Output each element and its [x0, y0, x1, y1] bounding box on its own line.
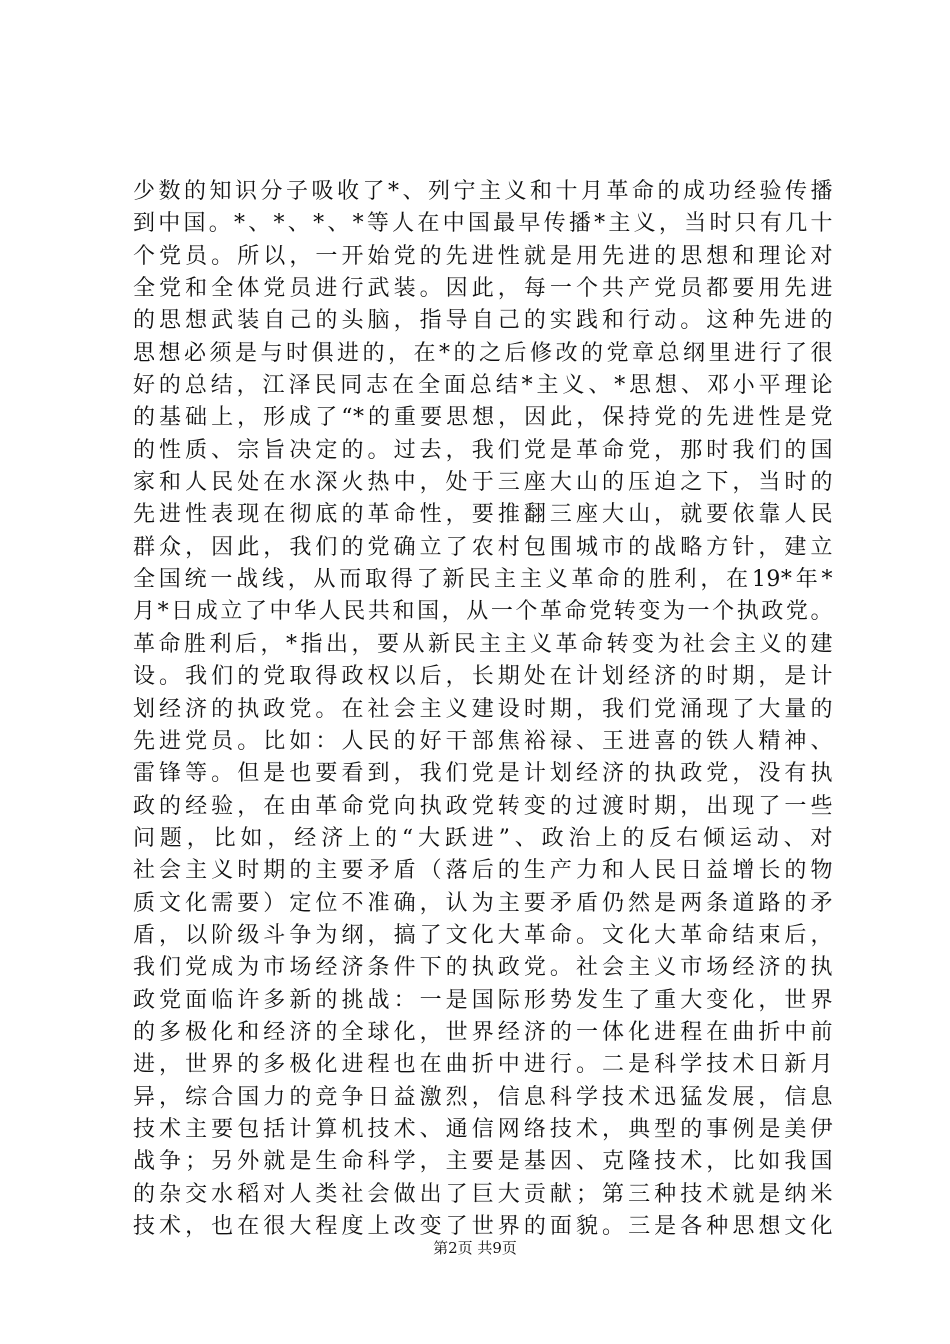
body-text	[133, 176, 833, 1243]
page-number-footer: 第2页 共9页	[433, 1239, 517, 1257]
text-line: 先进党员。比如：人民的好干部焦裕禄、王进喜的铁人精神、	[133, 728, 833, 754]
text-line: 全国统一战线，从而取得了新民主主义革命的胜利，在19*年*	[133, 567, 833, 593]
text-line: 划经济的执政党。在社会主义建设时期，我们党涌现了大量的	[133, 696, 833, 722]
text-line: 个党员。所以，一开始党的先进性就是用先进的思想和理论对	[133, 243, 833, 269]
text-line: 政党面临许多新的挑战：一是国际形势发生了重大变化，世界	[133, 987, 833, 1013]
text-line: 进，世界的多极化进程也在曲折中进行。二是科学技术日新月	[133, 1052, 833, 1078]
text-line: 革命胜利后，*指出，要从新民主主义革命转变为社会主义的建	[133, 631, 833, 657]
text-line: 的思想武装自己的头脑，指导自己的实践和行动。这种先进的	[133, 308, 833, 334]
text-line: 到中国。*、*、*、*等人在中国最早传播*主义，当时只有几十	[133, 211, 833, 237]
text-line: 少数的知识分子吸收了*、列宁主义和十月革命的成功经验传播	[133, 179, 833, 204]
text-line: 群众，因此，我们的党确立了农村包围城市的战略方针，建立	[133, 534, 833, 560]
text-line: 技术，也在很大程度上改变了世界的面貌。三是各种思想文化	[133, 1214, 833, 1239]
text-line: 技术主要包括计算机技术、通信网络技术，典型的事例是美伊	[133, 1116, 833, 1142]
text-line: 设。我们的党取得政权以后，长期处在计划经济的时期，是计	[133, 664, 833, 690]
text-line: 思想必须是与时俱进的，在*的之后修改的党章总纲里进行了很	[133, 340, 833, 366]
text-line: 的杂交水稻对人类社会做出了巨大贡献；第三种技术就是纳米	[133, 1181, 833, 1207]
text-line: 盾，以阶级斗争为纲，搞了文化大革命。文化大革命结束后，	[133, 922, 833, 948]
text-line: 政的经验，在由革命党向执政党转变的过渡时期，出现了一些	[133, 793, 833, 819]
text-line: 的性质、宗旨决定的。过去，我们党是革命党，那时我们的国	[133, 437, 833, 463]
text-line: 我们党成为市场经济条件下的执政党。社会主义市场经济的执	[133, 955, 833, 981]
text-line: 问题，比如，经济上的“大跃进”、政治上的反右倾运动、对	[133, 825, 833, 851]
text-line: 雷锋等。但是也要看到，我们党是计划经济的执政党，没有执	[133, 761, 833, 787]
text-line: 质文化需要）定位不准确，认为主要矛盾仍然是两条道路的矛	[133, 890, 833, 916]
text-line: 的多极化和经济的全球化，世界经济的一体化进程在曲折中前	[133, 1019, 833, 1045]
text-line: 先进性表现在彻底的革命性，要推翻三座大山，就要依靠人民	[133, 502, 833, 528]
text-line: 战争；另外就是生命科学，主要是基因、克隆技术，比如我国	[133, 1149, 833, 1175]
text-line: 月*日成立了中华人民共和国，从一个革命党转变为一个执政党。	[133, 599, 833, 625]
text-line: 异，综合国力的竞争日益激烈，信息科学技术迅猛发展，信息	[133, 1084, 833, 1110]
text-line: 的基础上，形成了“*的重要思想，因此，保持党的先进性是党	[133, 405, 833, 431]
text-line: 家和人民处在水深火热中，处于三座大山的压迫之下，当时的	[133, 470, 833, 496]
text-line: 全党和全体党员进行武装。因此，每一个共产党员都要用先进	[133, 276, 833, 302]
text-line: 社会主义时期的主要矛盾（落后的生产力和人民日益增长的物	[133, 858, 833, 884]
text-line: 好的总结，江泽民同志在全面总结*主义、*思想、邓小平理论	[133, 373, 833, 399]
